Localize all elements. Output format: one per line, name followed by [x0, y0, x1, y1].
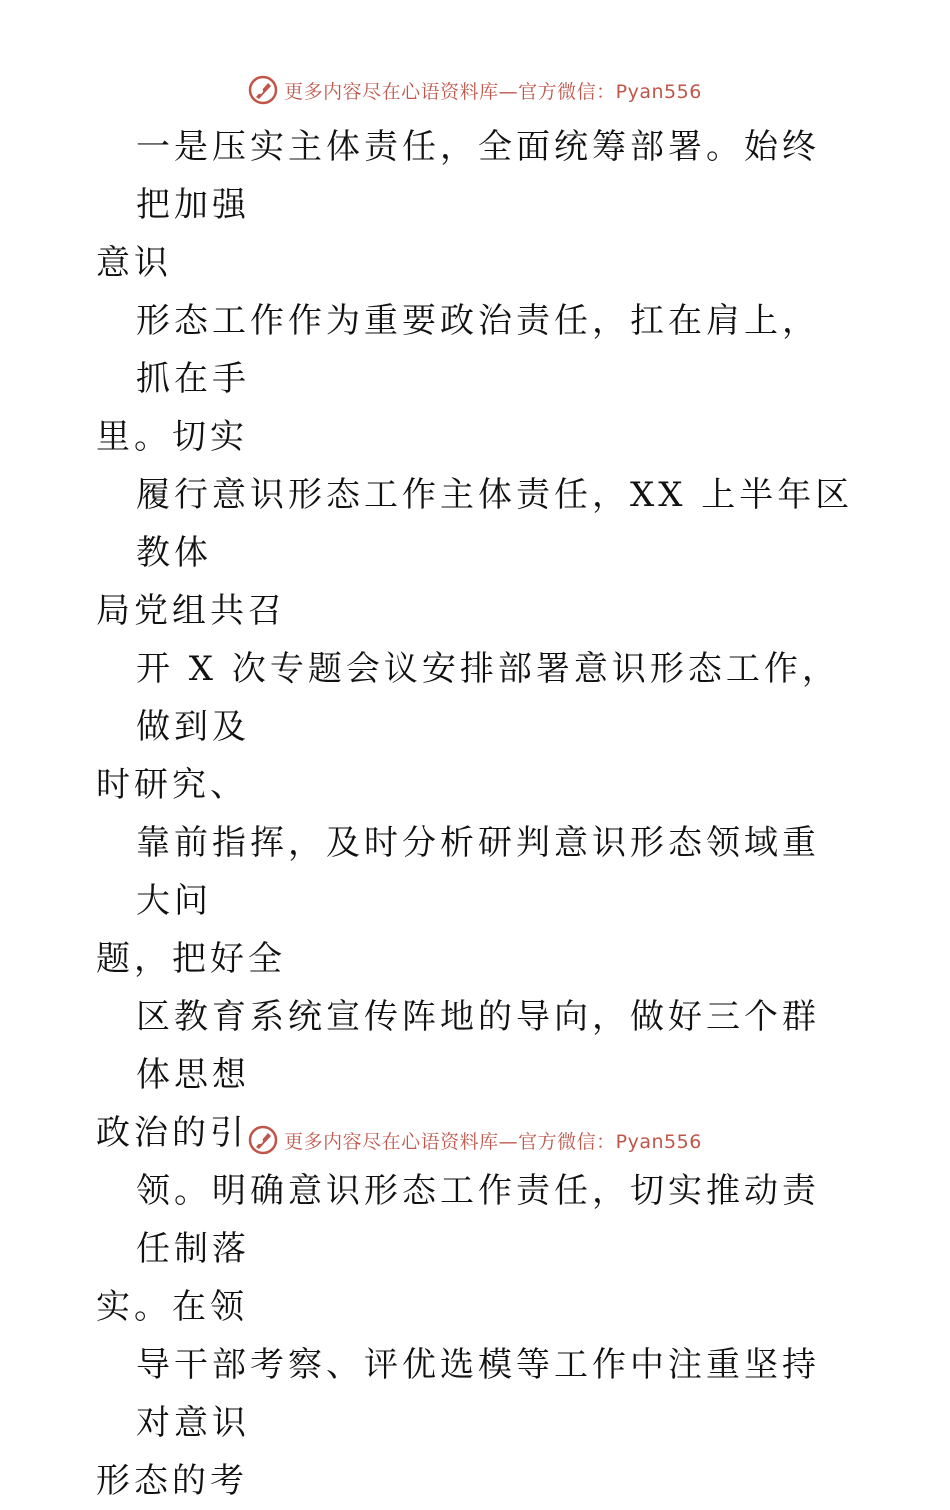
footer-banner-text: 更多内容尽在心语资料库—官方微信：Pyan556 — [284, 1130, 702, 1153]
paragraph — [96, 118, 856, 292]
paragraph-line: 领。明确意识形态工作责任，切实推动责任制落 — [136, 1171, 820, 1269]
paragraph — [96, 292, 856, 466]
paragraph — [96, 640, 856, 814]
paragraph-line: 时研究、 — [96, 765, 248, 805]
header-banner — [0, 70, 950, 110]
paragraph-line: 里。切实 — [96, 417, 248, 457]
paragraph-line: 局党组共召 — [96, 591, 286, 631]
footer-banner — [0, 1120, 950, 1160]
paragraph-line: 一是压实主体责任，全面统筹部署。始终把加强 — [136, 127, 820, 225]
paragraph-line: 实。在领 — [96, 1287, 248, 1327]
header-banner-text: 更多内容尽在心语资料库—官方微信：Pyan556 — [284, 80, 702, 103]
paragraph-line: 区教育系统宣传阵地的导向，做好三个群体思想 — [136, 997, 820, 1095]
document-body — [96, 118, 856, 1510]
pen-logo-icon — [248, 1125, 278, 1155]
paragraph-line: 履行意识形态工作主体责任，XX 上半年区教体 — [136, 475, 854, 573]
paragraph-line: 政治的引 — [96, 1113, 248, 1153]
pen-logo-icon — [248, 75, 278, 105]
paragraph — [96, 1162, 856, 1336]
paragraph-line: 题，把好全 — [96, 939, 286, 979]
paragraph — [96, 1336, 856, 1510]
paragraph — [96, 466, 856, 640]
paragraph-line: 开 X 次专题会议安排部署意识形态工作，做到及 — [136, 649, 840, 747]
paragraph-line: 形态的考 — [96, 1461, 248, 1501]
paragraph-line: 形态工作作为重要政治责任，扛在肩上，抓在手 — [136, 301, 820, 399]
paragraph-line: 导干部考察、评优选模等工作中注重坚持对意识 — [136, 1345, 820, 1443]
paragraph — [96, 814, 856, 988]
paragraph-line: 靠前指挥，及时分析研判意识形态领域重大问 — [136, 823, 820, 921]
paragraph-line: 意识 — [96, 243, 172, 283]
